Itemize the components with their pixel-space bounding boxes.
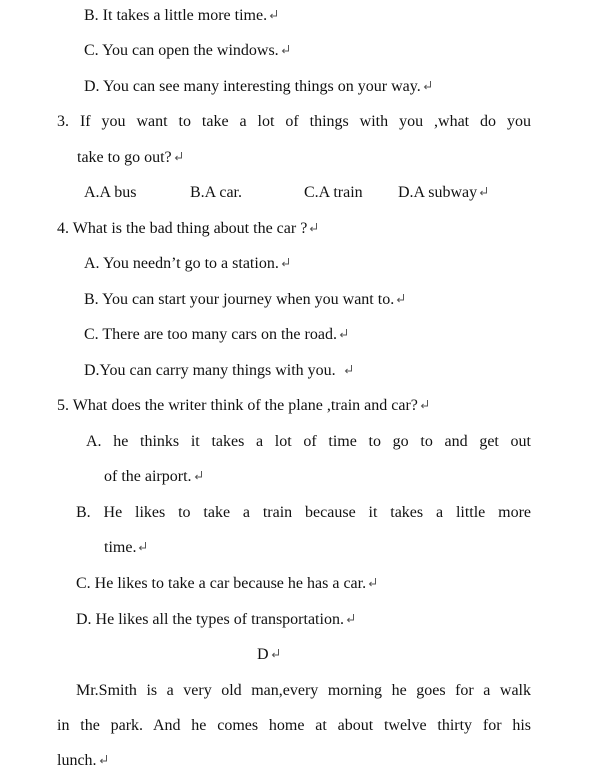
q3-option-b: B.A car. — [190, 184, 242, 201]
q4-option-b-text: B. You can start your journey when you want to. — [84, 291, 395, 308]
q2-option-d-text: D. You can see many interesting things on your way. — [84, 78, 421, 95]
q4-option-a-text: A. You needn’t go to a station. — [84, 255, 279, 272]
return-arrow-icon — [344, 364, 353, 376]
return-arrow-icon — [396, 293, 405, 305]
q3-stem-line1: 3. If you want to take a lot of things with you ,what do you — [57, 113, 531, 130]
q2-option-d — [84, 77, 432, 97]
q5-option-b-line2-text: time. — [104, 539, 137, 556]
q2-option-b-text: B. It takes a little more time. — [84, 7, 268, 24]
q5-option-a-line2 — [104, 467, 203, 487]
q3-option-d-text: D.A subway — [398, 184, 478, 201]
q2-option-c-text: C. You can open the windows. — [84, 42, 279, 59]
q3-stem-line2-text: take to go out? — [77, 149, 172, 166]
q4-stem — [57, 219, 318, 239]
passage-line3-text: lunch. — [57, 752, 97, 769]
q4-stem-text: 4. What is the bad thing about the car ? — [57, 220, 308, 237]
return-arrow-icon — [194, 470, 203, 482]
q4-option-d-text: D.You can carry many things with you. — [84, 362, 336, 379]
q4-option-a — [84, 254, 290, 274]
return-arrow-icon — [99, 754, 108, 766]
q3-options-row — [0, 183, 589, 203]
q4-option-b — [84, 290, 405, 310]
return-arrow-icon — [138, 541, 147, 553]
return-arrow-icon — [281, 44, 290, 56]
q2-option-b — [84, 6, 278, 26]
q3-stem-line2 — [77, 148, 183, 168]
q4-option-c — [84, 325, 348, 345]
q4-option-c-text: C. There are too many cars on the road. — [84, 326, 337, 343]
q5-option-d-text: D. He likes all the types of transportation. — [76, 611, 344, 628]
return-arrow-icon — [479, 186, 488, 198]
q5-option-a-line1: A. he thinks it takes a lot of time to go to and get out — [86, 433, 531, 450]
passage-line1: Mr.Smith is a very old man,every morning he goes for a walk — [76, 682, 531, 699]
q2-option-c — [84, 41, 290, 61]
q3-option-a: A.A bus — [84, 184, 137, 201]
return-arrow-icon — [420, 399, 429, 411]
q5-stem — [57, 396, 429, 416]
q5-option-a-line2-text: of the airport. — [104, 468, 192, 485]
q5-option-b-line1: B. He likes to take a train because it takes a little more — [76, 504, 531, 521]
return-arrow-icon — [368, 577, 377, 589]
q3-option-d — [398, 183, 488, 203]
return-arrow-icon — [281, 257, 290, 269]
section-heading — [257, 645, 280, 665]
return-arrow-icon — [423, 80, 432, 92]
passage-line2: in the park. And he comes home at about twelve thirty for his — [57, 717, 531, 734]
return-arrow-icon — [269, 9, 278, 21]
q5-option-c — [76, 574, 377, 594]
q5-option-d — [76, 610, 355, 630]
passage-line3 — [57, 751, 108, 771]
q5-option-b-line2 — [104, 538, 147, 558]
return-arrow-icon — [174, 151, 183, 163]
q5-option-c-text: C. He likes to take a car because he has a car. — [76, 575, 367, 592]
return-arrow-icon — [271, 648, 280, 660]
section-heading-text: D — [257, 646, 269, 663]
q3-option-c: C.A train — [304, 184, 363, 201]
return-arrow-icon — [346, 613, 355, 625]
q4-option-d — [84, 361, 353, 381]
return-arrow-icon — [339, 328, 348, 340]
return-arrow-icon — [309, 222, 318, 234]
q5-stem-text: 5. What does the writer think of the plane ,train and car? — [57, 397, 418, 414]
